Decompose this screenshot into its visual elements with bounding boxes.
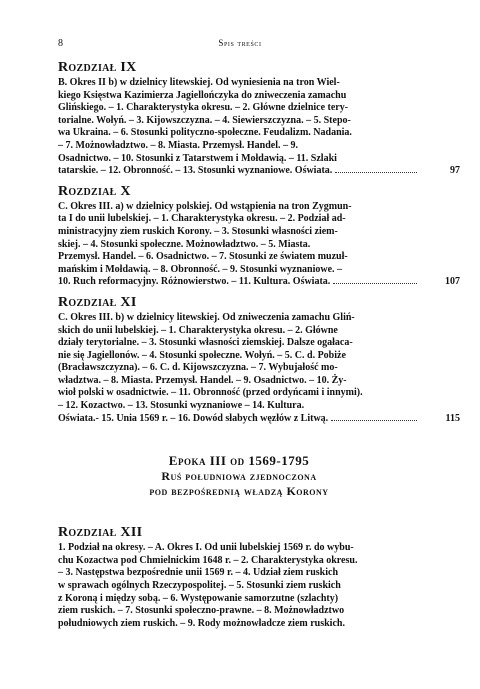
chapter-line: – 12. Kozactwo. – 13. Stosunki wyznaniowe – 14. Kultura. (58, 400, 305, 412)
running-header (58, 38, 422, 52)
dot-leader (335, 172, 417, 173)
epoch-heading (58, 453, 420, 499)
chapter-line: władztwa. – 8. Miasta. Przemysł. Handel. – 9. Osadnictwo. – 10. Ży- (58, 374, 347, 386)
toc-chapter-ix (58, 60, 460, 178)
chapter-line: wioł polski w osadnictwie. – 11. Obronność (przed ordyńcami i innymi). (58, 387, 363, 399)
chapter-line: Przemysł. Handel. – 6. Osadnictwo. – 7. Stosunki ze światem muzuł- (58, 251, 348, 263)
running-title: Spis treści (218, 38, 262, 48)
chapter-line: działy terytorialne. – 3. Stosunki własności ziemskiej. Dalsze ogałaca- (58, 337, 353, 349)
epoch-title: Epoka III od 1569-1795 (168, 453, 310, 469)
chapter-line: nie się Jagiellonów. – 4. Stosunki społeczne. Wołyń. – 5. C. d. Pobiże (58, 349, 346, 361)
chapter-line: C. Okres III. b) w dzielnicy litewskiej. Od zniweczenia zamachu Gliń- (58, 311, 355, 323)
chapter-line: ziem ruskich. – 7. Stosunki społeczno-prawne. – 8. Możnowładztwo (58, 605, 345, 617)
chapter-line: (Bracławszczyzna). – 6. C. d. Kijowszczyzna. – 7. Wybujałość mo- (58, 362, 338, 374)
chapter-line: skiej. – 4. Stosunki społeczne. Możnowładztwo. – 5. Miasta. (58, 238, 311, 250)
toc-last-line (58, 165, 460, 178)
toc-chapter-x (58, 183, 460, 289)
chapter-line: mańskim i Mołdawią. – 8. Obronność. – 9. Stosunki wyznaniowe. – (58, 263, 343, 275)
chapter-line: 10. Ruch reformacyjny. Różnowierstwo. – 11. Kultura. Oświata. (58, 276, 331, 288)
chapter-heading: Rozdział XII (58, 525, 143, 541)
epoch-subtitle: pod bezpośrednią władzą Korony (149, 484, 329, 499)
toc-last-line (58, 412, 460, 426)
chapter-line: południowych ziem ruskich. – 9. Rody możnowładcze ziem ruskich. (58, 617, 345, 629)
chapter-line: C. Okres III. a) w dzielnicy polskiej. Od wstąpienia na tron Zygmun- (58, 200, 352, 212)
chapter-heading: Rozdział IX (58, 60, 137, 75)
chapter-line: Oświata.- 15. Unia 1569 r. – 16. Dowód słabych węzłów z Litwą. (58, 412, 329, 424)
chapter-line: skich do unii lubelskiej. – 1. Charakterystyka okresu. – 2. Główne (58, 324, 338, 336)
chapter-line: B. Okres II b) w dzielnicy litewskiej. Od wyniesienia na tron Wiel- (58, 77, 340, 88)
dot-leader (333, 283, 417, 284)
toc-page-ref: 107 (445, 276, 460, 288)
page-number: 8 (58, 38, 63, 49)
chapter-line: wa Ukraina. – 6. Stosunki polityczno-społeczne. Feudalizm. Nadania. (58, 127, 352, 139)
chapter-line: Osadnictwo. – 10. Stosunki z Tatarstwem i Mołdawią. – 11. Szlaki (58, 152, 337, 164)
chapter-line: 1. Podział na okresy. – A. Okres I. Od unii lubelskiej 1569 r. do wybu- (58, 542, 354, 554)
chapter-line: z Koroną i między sobą. – 6. Występowanie samorzutne (szlachty) (58, 592, 339, 604)
chapter-line: – 3. Następstwa bezpośrednie unii 1569 r. – 4. Udział ziem ruskich (58, 567, 339, 579)
chapter-line: w sprawach ogólnych Rzeczypospolitej. – 5. Stosunki ziem ruskich (58, 580, 341, 592)
chapter-line: – 7. Możnowładztwo. – 8. Miasta. Przemysł. Handel. – 9. (58, 139, 298, 151)
chapter-line: chu Kozactwa pod Chmielnickim 1648 r. – 2. Charakterystyka okresu. (58, 554, 358, 566)
chapter-line: kiego Księstwa Kazimierza Jagiellończyka do zniweczenia zamachu (58, 89, 347, 101)
chapter-line: tatarskie. – 12. Obronność. – 13. Stosunki wyznaniowe. Oświata. (58, 165, 333, 177)
chapter-line: torialne. Wołyń. – 3. Kijowszczyzna. – 4. Siewierszczyzna. – 5. Stepo- (58, 114, 351, 126)
toc-chapter-xii (58, 525, 420, 630)
toc-page-ref: 115 (445, 412, 460, 424)
chapter-line: ta I do unii lubelskiej. – 1. Charakterystyka okresu. – 2. Podział ad- (58, 213, 346, 225)
chapter-heading: Rozdział X (58, 183, 131, 199)
epoch-subtitle: Ruś południowa zjednoczona (161, 469, 317, 484)
chapter-line: Glińskiego. – 1. Charakterystyka okresu. – 2. Główne dzielnice tery- (58, 102, 349, 114)
section-gap (58, 499, 420, 525)
toc-last-line (58, 276, 460, 289)
chapter-heading: Rozdział XI (58, 294, 137, 310)
chapter-line: ministracyjny ziem ruskich Korony. – 3. Stosunki własności ziem- (58, 225, 338, 237)
toc-chapter-xi (58, 294, 460, 425)
toc-content (58, 60, 460, 630)
toc-page-ref: 97 (450, 165, 460, 177)
dot-leader (331, 420, 417, 421)
